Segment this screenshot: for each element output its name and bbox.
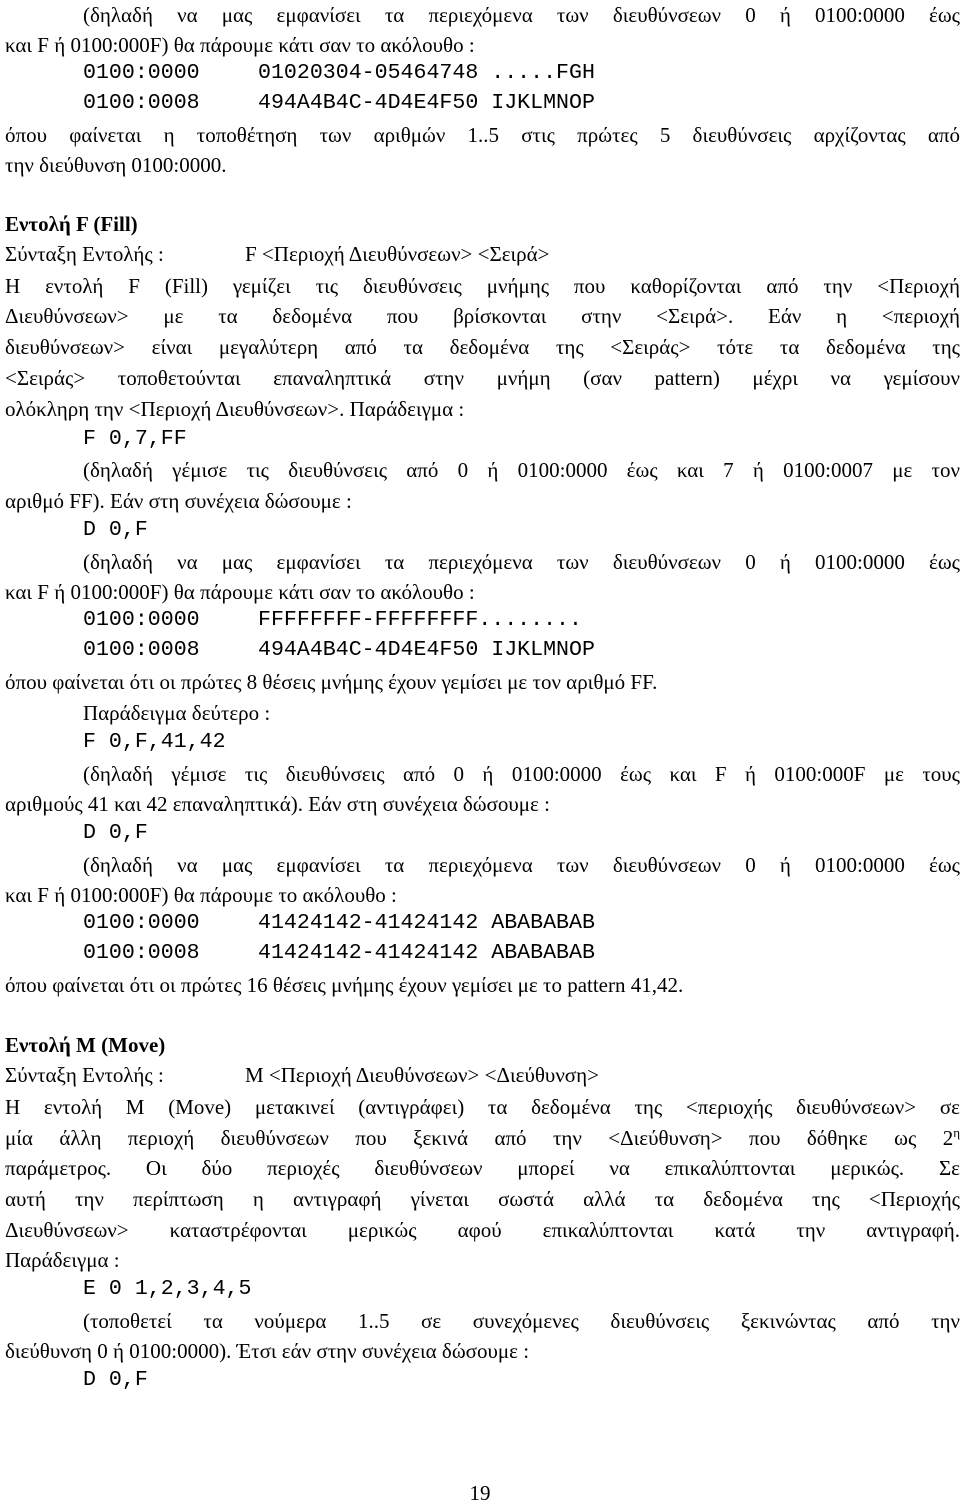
text-line: Διευθύνσεων> καταστρέφονται μερικώς αφού επικαλύπτονται κατά την αντιγραφή. bbox=[5, 1218, 960, 1242]
text-line: αριθμούς 41 και 42 επαναληπτικά). Εάν στη συνέχεια δώσουμε : bbox=[5, 792, 550, 816]
text-line: Η εντολή F (Fill) γεμίζει τις διευθύνσεις μνήμης που καθορίζονται από την <Περιοχή bbox=[5, 274, 960, 298]
text-line: (δηλαδή να μας εμφανίσει τα περιεχόμενα των διευθύνσεων 0 ή 0100:0000 έως bbox=[83, 550, 960, 574]
text-line-body: μία άλλη περιοχή διευθύνσεων που ξεκινά από την <Διεύθυνση> που δόθηκε ως 2 bbox=[5, 1126, 954, 1150]
text-line: την διεύθυνση 0100:0000. bbox=[5, 153, 227, 177]
text-line: (δηλαδή γέμισε τις διευθύνσεις από 0 ή 0100:0000 έως και 7 ή 0100:0007 με τον bbox=[83, 458, 960, 482]
syntax-value: M <Περιοχή Διευθύνσεων> <Διεύθυνση> bbox=[245, 1063, 599, 1087]
syntax-value: F <Περιοχή Διευθύνσεων> <Σειρά> bbox=[245, 242, 550, 266]
text-line: διεύθυνση 0 ή 0100:0000). Έτσι εάν στην συνέχεια δώσουμε : bbox=[5, 1339, 530, 1363]
text-line bbox=[5, 1123, 960, 1153]
code-line bbox=[83, 635, 595, 665]
text-line: Διευθύνσεων> με τα δεδομένα που βρίσκονται στην <Σειρά>. Εάν η <περιοχή bbox=[5, 304, 960, 328]
text-line: όπου φαίνεται ότι οι πρώτες 8 θέσεις μνήμης έχουν γεμίσει με τον αριθμό FF. bbox=[5, 670, 658, 694]
code-line bbox=[83, 605, 582, 635]
text-line: και F ή 0100:000F) θα πάρουμε κάτι σαν το ακόλουθο : bbox=[5, 580, 475, 604]
page-number: 19 bbox=[469, 1481, 491, 1505]
code-line bbox=[83, 938, 595, 968]
memory-dump: 41424142-41424142 ABABABAB bbox=[258, 941, 595, 965]
code-line: F 0,7,FF bbox=[83, 427, 187, 451]
text-line: παράμετρος. Οι δύο περιοχές διευθύνσεων μπορεί να επικαλύπτονται μερικώς. Σε bbox=[5, 1156, 960, 1180]
code-line bbox=[83, 88, 595, 118]
text-line: αριθμό FF). Εάν στη συνέχεια δώσουμε : bbox=[5, 489, 352, 513]
section-heading-move: Εντολή M (Move) bbox=[5, 1033, 166, 1057]
text-line: Η εντολή M (Move) μετακινεί (αντιγράφει) τα δεδομένα της <περιοχής διευθύνσεων> σε bbox=[5, 1095, 960, 1119]
code-line: D 0,F bbox=[83, 518, 148, 542]
text-line: (δηλαδή γέμισε τις διευθύνσεις από 0 ή 0100:0000 έως και F ή 0100:000F με τους bbox=[83, 762, 960, 786]
memory-address: 0100:0000 bbox=[83, 608, 200, 632]
syntax-label: Σύνταξη Εντολής : bbox=[5, 1063, 164, 1087]
memory-address: 0100:0000 bbox=[83, 61, 200, 85]
section-heading-fill: Εντολή F (Fill) bbox=[5, 212, 138, 236]
text-line: όπου φαίνεται η τοποθέτηση των αριθμών 1..5 στις πρώτες 5 διευθύνσεις αρχίζοντας από bbox=[5, 123, 960, 147]
memory-address: 0100:0008 bbox=[83, 941, 200, 965]
code-line: F 0,F,41,42 bbox=[83, 730, 226, 754]
text-line: όπου φαίνεται ότι οι πρώτες 16 θέσεις μνήμης έχουν γεμίσει με το pattern 41,42. bbox=[5, 973, 684, 997]
text-line: και F ή 0100:000F) θα πάρουμε το ακόλουθο : bbox=[5, 883, 397, 907]
code-line bbox=[83, 908, 595, 938]
text-line: Παράδειγμα : bbox=[5, 1248, 120, 1272]
text-line: και F ή 0100:000F) θα πάρουμε κάτι σαν το ακόλουθο : bbox=[5, 33, 475, 57]
text-line: (τοποθετεί τα νούμερα 1..5 σε συνεχόμενες διευθύνσεις ξεκινώντας από την bbox=[83, 1309, 960, 1333]
syntax-line bbox=[5, 1060, 599, 1090]
text-line: Παράδειγμα δεύτερο : bbox=[83, 701, 271, 725]
code-line: D 0,F bbox=[83, 1368, 148, 1392]
memory-address: 0100:0008 bbox=[83, 638, 200, 662]
code-line bbox=[83, 58, 595, 88]
text-line: <Σειράς> τοποθετούνται επαναληπτικά στην μνήμη (σαν pattern) μέχρι να γεμίσουν bbox=[5, 366, 960, 390]
memory-dump: 41424142-41424142 ABABABAB bbox=[258, 911, 595, 935]
memory-dump: FFFFFFFF-FFFFFFFF........ bbox=[258, 608, 582, 632]
superscript: η bbox=[953, 1125, 960, 1140]
memory-dump: 494A4B4C-4D4E4F50 IJKLMNOP bbox=[258, 91, 595, 115]
syntax-line bbox=[5, 239, 550, 269]
memory-dump: 01020304-05464748 .....FGH bbox=[258, 61, 595, 85]
text-line: αυτή την περίπτωση η αντιγραφή γίνεται σωστά αλλά τα δεδομένα της <Περιοχής bbox=[5, 1187, 960, 1211]
memory-address: 0100:0000 bbox=[83, 911, 200, 935]
code-line: D 0,F bbox=[83, 821, 148, 845]
memory-dump: 494A4B4C-4D4E4F50 IJKLMNOP bbox=[258, 638, 595, 662]
text-line: (δηλαδή να μας εμφανίσει τα περιεχόμενα των διευθύνσεων 0 ή 0100:0000 έως bbox=[83, 853, 960, 877]
memory-address: 0100:0008 bbox=[83, 91, 200, 115]
text-line: διευθύνσεων> είναι μεγαλύτερη από τα δεδομένα της <Σειράς> τότε τα δεδομένα της bbox=[5, 335, 960, 359]
code-line: E 0 1,2,3,4,5 bbox=[83, 1277, 252, 1301]
text-line: (δηλαδή να μας εμφανίσει τα περιεχόμενα των διευθύνσεων 0 ή 0100:0000 έως bbox=[83, 3, 960, 27]
syntax-label: Σύνταξη Εντολής : bbox=[5, 242, 164, 266]
text-line: ολόκληρη την <Περιοχή Διευθύνσεων>. Παράδειγμα : bbox=[5, 397, 465, 421]
